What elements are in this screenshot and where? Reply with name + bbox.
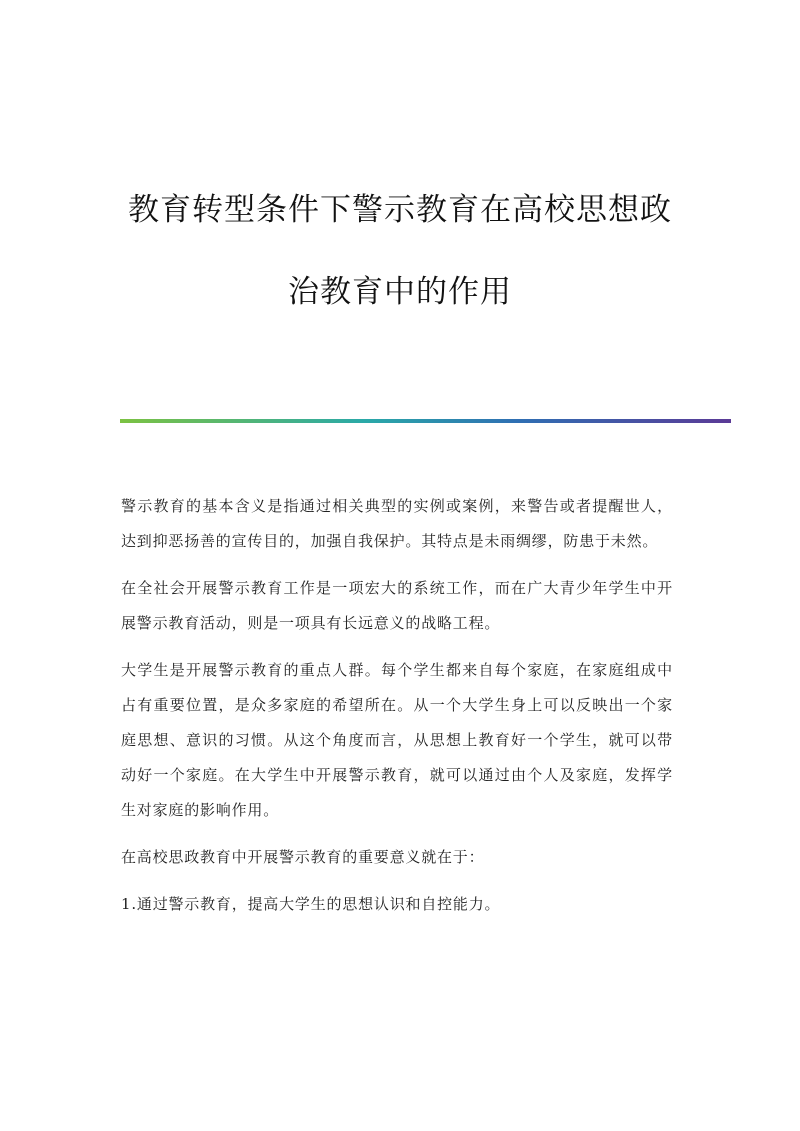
title-divider bbox=[120, 419, 731, 423]
paragraph-definition: 警示教育的基本含义是指通过相关典型的实例或案例，来警告或者提醒世人，达到抑恶扬善的宣传目的，加强自我保护。其特点是未雨绸缪，防患于未然。 bbox=[121, 497, 673, 550]
document-body bbox=[121, 489, 673, 934]
document-title-line-2: 治教育中的作用 bbox=[288, 274, 512, 310]
paragraph-students: 大学生是开展警示教育的重点人群。每个学生都来自每个家庭，在家庭组成中占有重要位置，是众多家庭的希望所在。从一个大学生身上可以反映出一个家庭思想、意识的习惯。从这个角度而言，从思想上教育好一个学生，就可以带动好一个家庭。在大学生中开展警示教育，就可以通过由个人及家庭，发挥学生对家庭的影响作用。 bbox=[121, 661, 673, 819]
document-title-line-1: 教育转型条件下警示教育在高校思想政 bbox=[128, 192, 672, 228]
paragraph-significance: 在高校思政教育中开展警示教育的重要意义就在于： bbox=[121, 848, 485, 866]
list-item-1: 1.通过警示教育，提高大学生的思想认识和自控能力。 bbox=[121, 895, 501, 913]
paragraph-society: 在全社会开展警示教育工作是一项宏大的系统工作，而在广大青少年学生中开展警示教育活动，则是一项具有长远意义的战略工程。 bbox=[121, 579, 673, 632]
